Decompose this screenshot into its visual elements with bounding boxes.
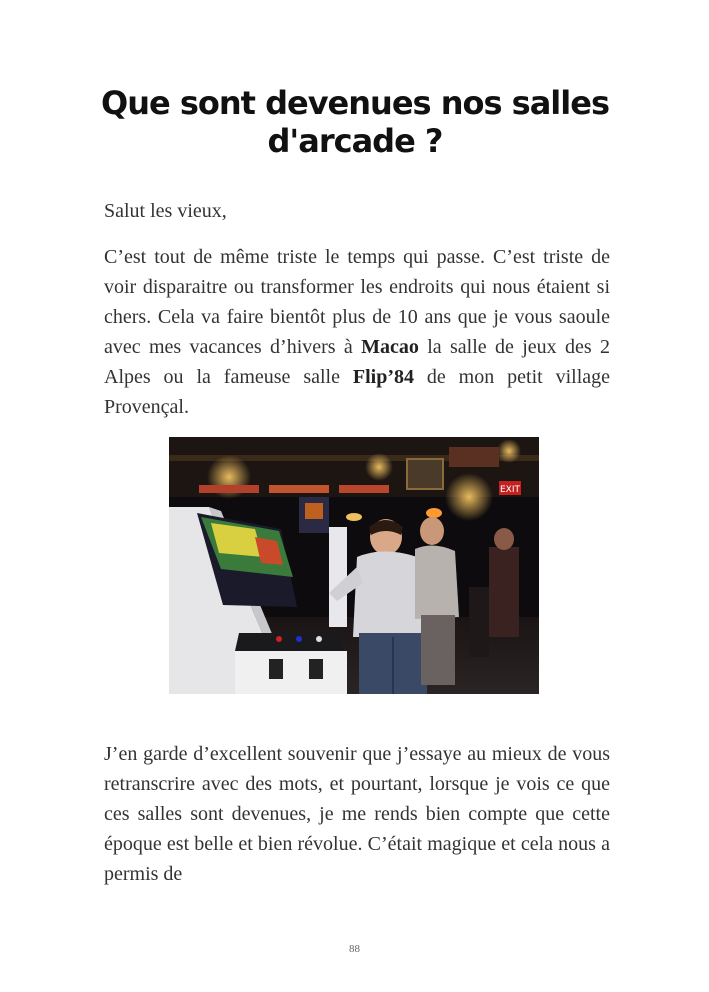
intro-text-1: C’est tout de même triste le temps qui passe. C’est triste de voir disparaitre ou transformer les endroits qui nous étaient si chers. Cela va faire bientôt plus de 10 ans que je vous saoule avec mes vacances d’hivers à [104, 246, 610, 358]
page-number: 88 [349, 943, 360, 955]
intro-paragraph [104, 242, 610, 422]
bold-flip84: Flip’84 [352, 366, 414, 388]
page-title: Que sont devenues nos salles d'arcade ? [101, 84, 609, 160]
intro-text-3: de mon petit village Provençal. [104, 366, 611, 418]
bold-macao: Macao [361, 336, 419, 358]
intro-text-2: la salle de jeux des 2 Alpes ou la fameuse salle [104, 336, 610, 388]
exit-sign-text: EXIT [499, 485, 521, 495]
greeting-paragraph: Salut les vieux, [104, 200, 227, 222]
memories-paragraph: J’en garde d’excellent souvenir que j’essaye au mieux de vous retranscrire avec des mots, et pourtant, lorsque je vois ce que ces salles sont devenues, je me rends bien compte que cette époque est belle et bien révolue. C’était magique et cela nous a permis de [104, 743, 610, 885]
arcade-photo [169, 437, 539, 694]
